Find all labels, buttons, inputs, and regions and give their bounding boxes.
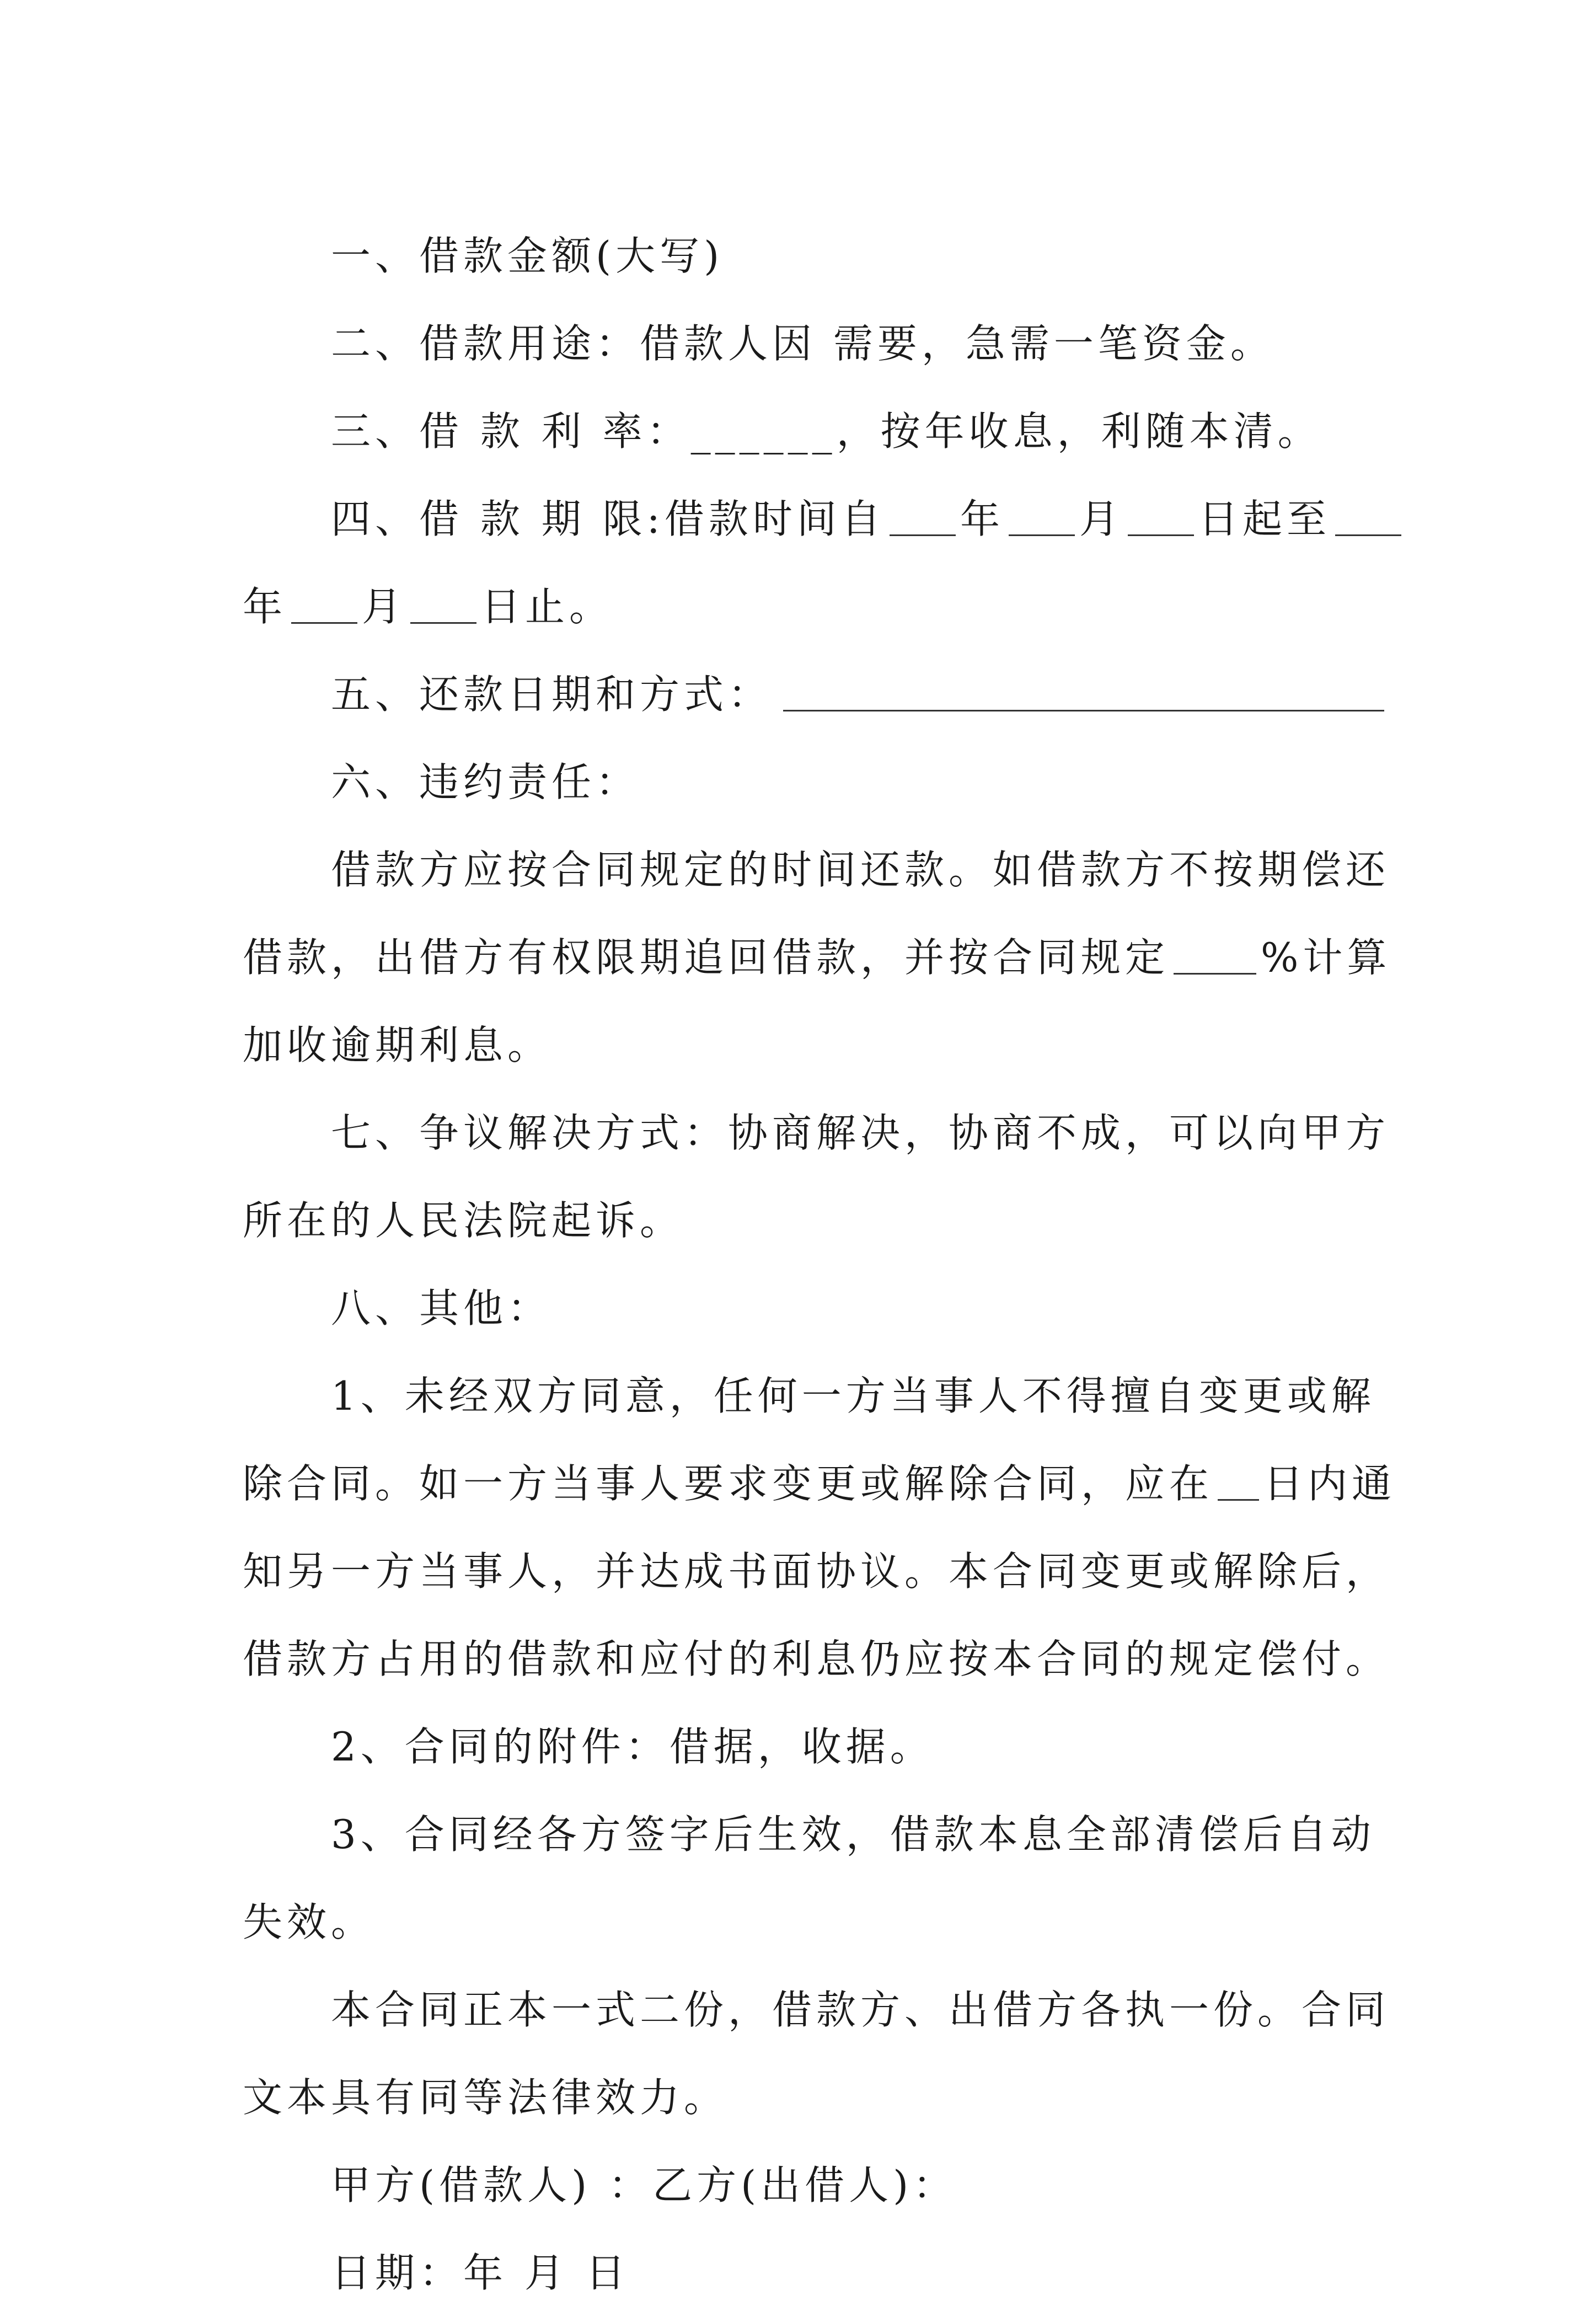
date-line: 日期：年 月 日	[331, 2250, 630, 2296]
start-month-blank	[1009, 501, 1075, 536]
end-year-text: 年	[243, 584, 287, 630]
clause-8-1-line-3: 知另一方当事人，并达成书面协议。本合同变更或解除后，	[243, 1548, 1390, 1594]
clause-8-1-days-text: 日内通	[1263, 1460, 1396, 1507]
clause-4-term-line-1	[243, 475, 1368, 563]
clause-7-line-1: 七、争议解决方式：协商解决，协商不成，可以向甲方	[331, 1110, 1390, 1156]
clause-4-start-text: 借款时间自	[664, 496, 885, 542]
contract-page	[243, 212, 1396, 2317]
clause-3-blank: ______	[690, 408, 837, 454]
clause-3-label: 三、借 款 利 率：	[331, 408, 691, 454]
clause-8-1-line-2	[243, 1440, 1396, 1528]
clause-1-amount: 一、借款金额(大写)	[331, 233, 724, 279]
start-day-blank	[1128, 501, 1194, 536]
clause-6-line-2	[243, 914, 1391, 1002]
clause-6-line-3: 加收逾期利息。	[243, 1022, 552, 1068]
year-text: 年	[960, 496, 1004, 542]
copies-line-1: 本合同正本一式二份，借款方、出借方各执一份。合同	[331, 1987, 1390, 2033]
clause-8-1-line-1: 1、未经双方同意，任何一方当事人不得擅自变更或解	[331, 1373, 1375, 1419]
clause-5-label: 五、还款日期和方式：	[331, 671, 773, 718]
end-day-blank	[410, 589, 476, 624]
clause-6-line-2-text: 借款，出借方有权限期追回借款，并按合同规定	[243, 934, 1170, 981]
clause-8-1-line-4: 借款方占用的借款和应付的利息仍应按本合同的规定偿付。	[243, 1636, 1390, 1682]
start-year-blank	[890, 501, 956, 536]
clause-2-purpose: 二、借款用途：借款人因 需要，急需一笔资金。	[331, 320, 1274, 367]
clause-8-title: 八、其他：	[331, 1285, 552, 1331]
clause-8-3-line-1: 3、合同经各方签字后生效，借款本息全部清偿后自动	[331, 1811, 1375, 1858]
clause-4-label: 四、借 款 期 限:	[331, 496, 665, 542]
end-month-text: 月	[362, 584, 406, 630]
clause-3-rest: ，按年收息，利随本清。	[836, 408, 1322, 454]
clause-3-interest-rate	[243, 388, 1368, 475]
clause-6-title: 六、违约责任：	[331, 759, 640, 805]
copies-line-2: 文本具有同等法律效力。	[243, 2074, 729, 2121]
end-day-text: 日止。	[481, 584, 614, 630]
clause-5-repayment	[243, 651, 1368, 739]
month-text: 月	[1079, 496, 1123, 542]
clause-4-term-line-2	[243, 563, 1368, 651]
clause-7-line-2: 所在的人民法院起诉。	[243, 1197, 684, 1244]
clause-8-3-line-2: 失效。	[243, 1899, 376, 1945]
clause-6-percent-text: %计算	[1261, 934, 1391, 981]
clause-8-2: 2、合同的附件：借据，收据。	[331, 1724, 934, 1770]
penalty-rate-blank	[1174, 940, 1256, 975]
start-day-text: 日起至	[1198, 496, 1331, 542]
clause-8-1-line-2-text: 除合同。如一方当事人要求变更或解除合同，应在	[243, 1460, 1214, 1507]
end-year-blank-a	[1335, 501, 1401, 536]
clause-6-line-1: 借款方应按合同规定的时间还款。如借款方不按期偿还	[331, 847, 1390, 893]
repayment-method-blank	[783, 677, 1384, 711]
parties-signature-line: 甲方(借款人) ：乙方(出借人)：	[331, 2162, 957, 2208]
end-month-blank	[291, 589, 357, 624]
notice-days-blank	[1218, 1466, 1259, 1501]
